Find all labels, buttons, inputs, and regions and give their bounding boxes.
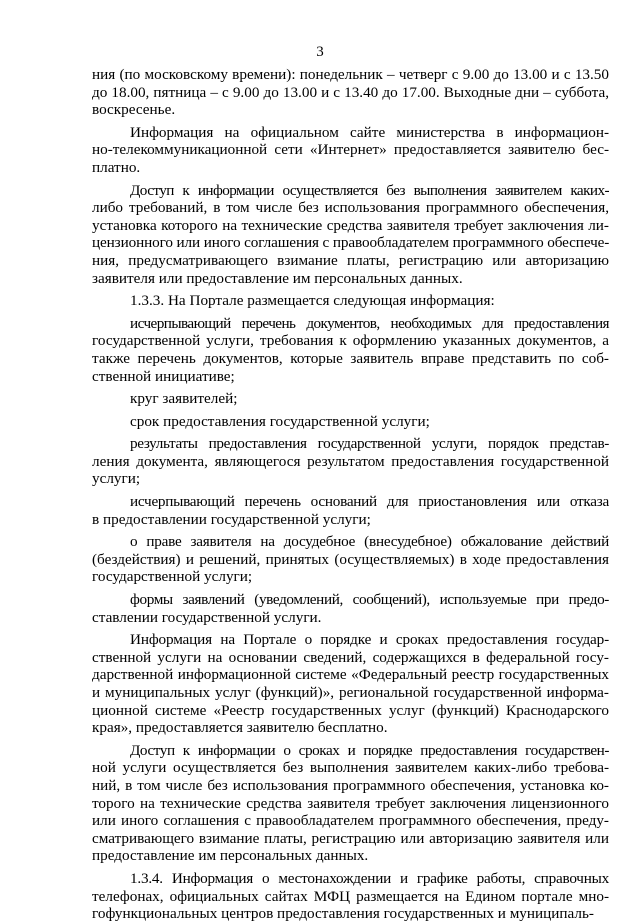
text-line: Доступ к информации о сроках и порядке предоставления государствен- (130, 741, 609, 759)
text-line: ственной услуги на основании сведений, содержащихся в федеральной госу- (92, 648, 609, 666)
text-line: и муниципальных услуг (функций)», региональной государственной информа- (92, 684, 609, 701)
text-line: воскресенье. (92, 101, 176, 119)
text-line: дарственной информационной системе «Федеральный реестр государственных (92, 666, 609, 684)
text-line: ний, в том числе без использования программного обеспечения, установка ко- (92, 776, 609, 794)
text-line: предоставление им персональных данных. (92, 847, 369, 865)
paragraph (92, 631, 609, 737)
paragraph (92, 390, 609, 408)
text-line: ния, предусматривающего взимание платы, регистрацию или авторизацию (92, 251, 609, 269)
text-line: заявителя или предоставление им персональных данных. (92, 269, 463, 287)
text-line: исчерпывающий перечень документов, необходимых для предоставления (130, 314, 609, 332)
text-line: цензионного или иного соглашения с правообладателем программного обеспече- (92, 234, 610, 252)
paragraph (92, 870, 609, 923)
text-line: исчерпывающий перечень оснований для приостановления или отказа (130, 493, 609, 511)
paragraph (92, 66, 609, 119)
text-line: (бездействия) и решений, принятых (осуществляемых) в ходе предоставления (92, 550, 609, 568)
paragraph (92, 413, 609, 431)
paragraph (92, 533, 609, 586)
text-line: гофункциональных центров предоставления государственных и муниципаль- (92, 905, 594, 923)
text-line: Информация на Портале о порядке и сроках предоставления государ- (130, 631, 609, 649)
text-line: формы заявлений (уведомлений, сообщений), используемые при предо- (130, 591, 609, 609)
text-line: срок предоставления государственной услуги; (130, 412, 430, 430)
text-line: государственной услуги, требования к оформлению указанных документов, а (92, 332, 609, 350)
text-line: торого на технические средства заявителя требует заключения лицензионного (92, 794, 609, 812)
text-line: Доступ к информации осуществляется без выполнения заявителем каких- (130, 181, 609, 199)
text-line: о праве заявителя на досудебное (внесудебное) обжалование действий (130, 533, 609, 551)
text-line: в предоставлении государственной услуги; (92, 510, 371, 528)
paragraph (92, 493, 609, 528)
text-line: ционной системе «Реестр государственных услуг (функций) Краснодарского (92, 701, 609, 719)
text-line: края», предоставляется заявителю бесплатно. (92, 719, 388, 737)
paragraph (92, 315, 609, 385)
paragraph (92, 292, 609, 310)
text-line: результаты предоставления государственной услуги, порядок представ- (130, 435, 609, 453)
paragraph (92, 435, 609, 488)
text-line: 1.3.4. Информация о местонахождении и графике работы, справочных (130, 869, 609, 887)
page-number: 3 (316, 44, 324, 60)
text-line: сматривающего взимание платы, регистрацию или авторизацию заявителя или (92, 829, 609, 847)
text-line: но-телекоммуникационной сети «Интернет» предоставляется заявителю бес- (92, 141, 609, 159)
text-line: или иного соглашения с правообладателем программного обеспечения, преду- (92, 812, 609, 830)
text-line: 1.3.3. На Портале размещается следующая информация: (130, 292, 495, 310)
text-line: ния (по московскому времени): понедельник – четверг с 9.00 до 13.00 и с 13.50 (92, 66, 609, 83)
text-line: также перечень документов, которые заявитель вправе представить по соб- (92, 349, 609, 367)
paragraph (92, 124, 609, 177)
paragraph (92, 591, 609, 626)
document-body (92, 66, 609, 923)
text-line: круг заявителей; (130, 390, 238, 408)
text-line: телефонах, официальных сайтах МФЦ размещается на Едином портале мно- (92, 887, 609, 905)
paragraph (92, 742, 609, 865)
text-line: ставлении государственной услуги. (92, 608, 322, 626)
text-line: Информация на официальном сайте министерства в информацион- (130, 123, 609, 141)
paragraph (92, 182, 609, 288)
text-line: государственной услуги; (92, 568, 253, 586)
text-line: либо требований, в том числе без использования программного обеспечения, (92, 199, 609, 217)
text-line: ственной инициативе; (92, 367, 235, 385)
text-line: платно. (92, 158, 141, 176)
text-line: ной услуги осуществляется без выполнения заявителем каких-либо требова- (92, 759, 609, 777)
text-line: ления документа, являющегося результатом предоставления государственной (92, 452, 609, 470)
text-line: установка которого на технические средства заявителя требует заключения ли- (92, 216, 609, 234)
text-line: до 18.00, пятница – с 9.00 до 13.00 и с 13.40 до 17.00. Выходные дни – суббота, (92, 83, 609, 101)
text-line: услуги; (92, 470, 141, 488)
